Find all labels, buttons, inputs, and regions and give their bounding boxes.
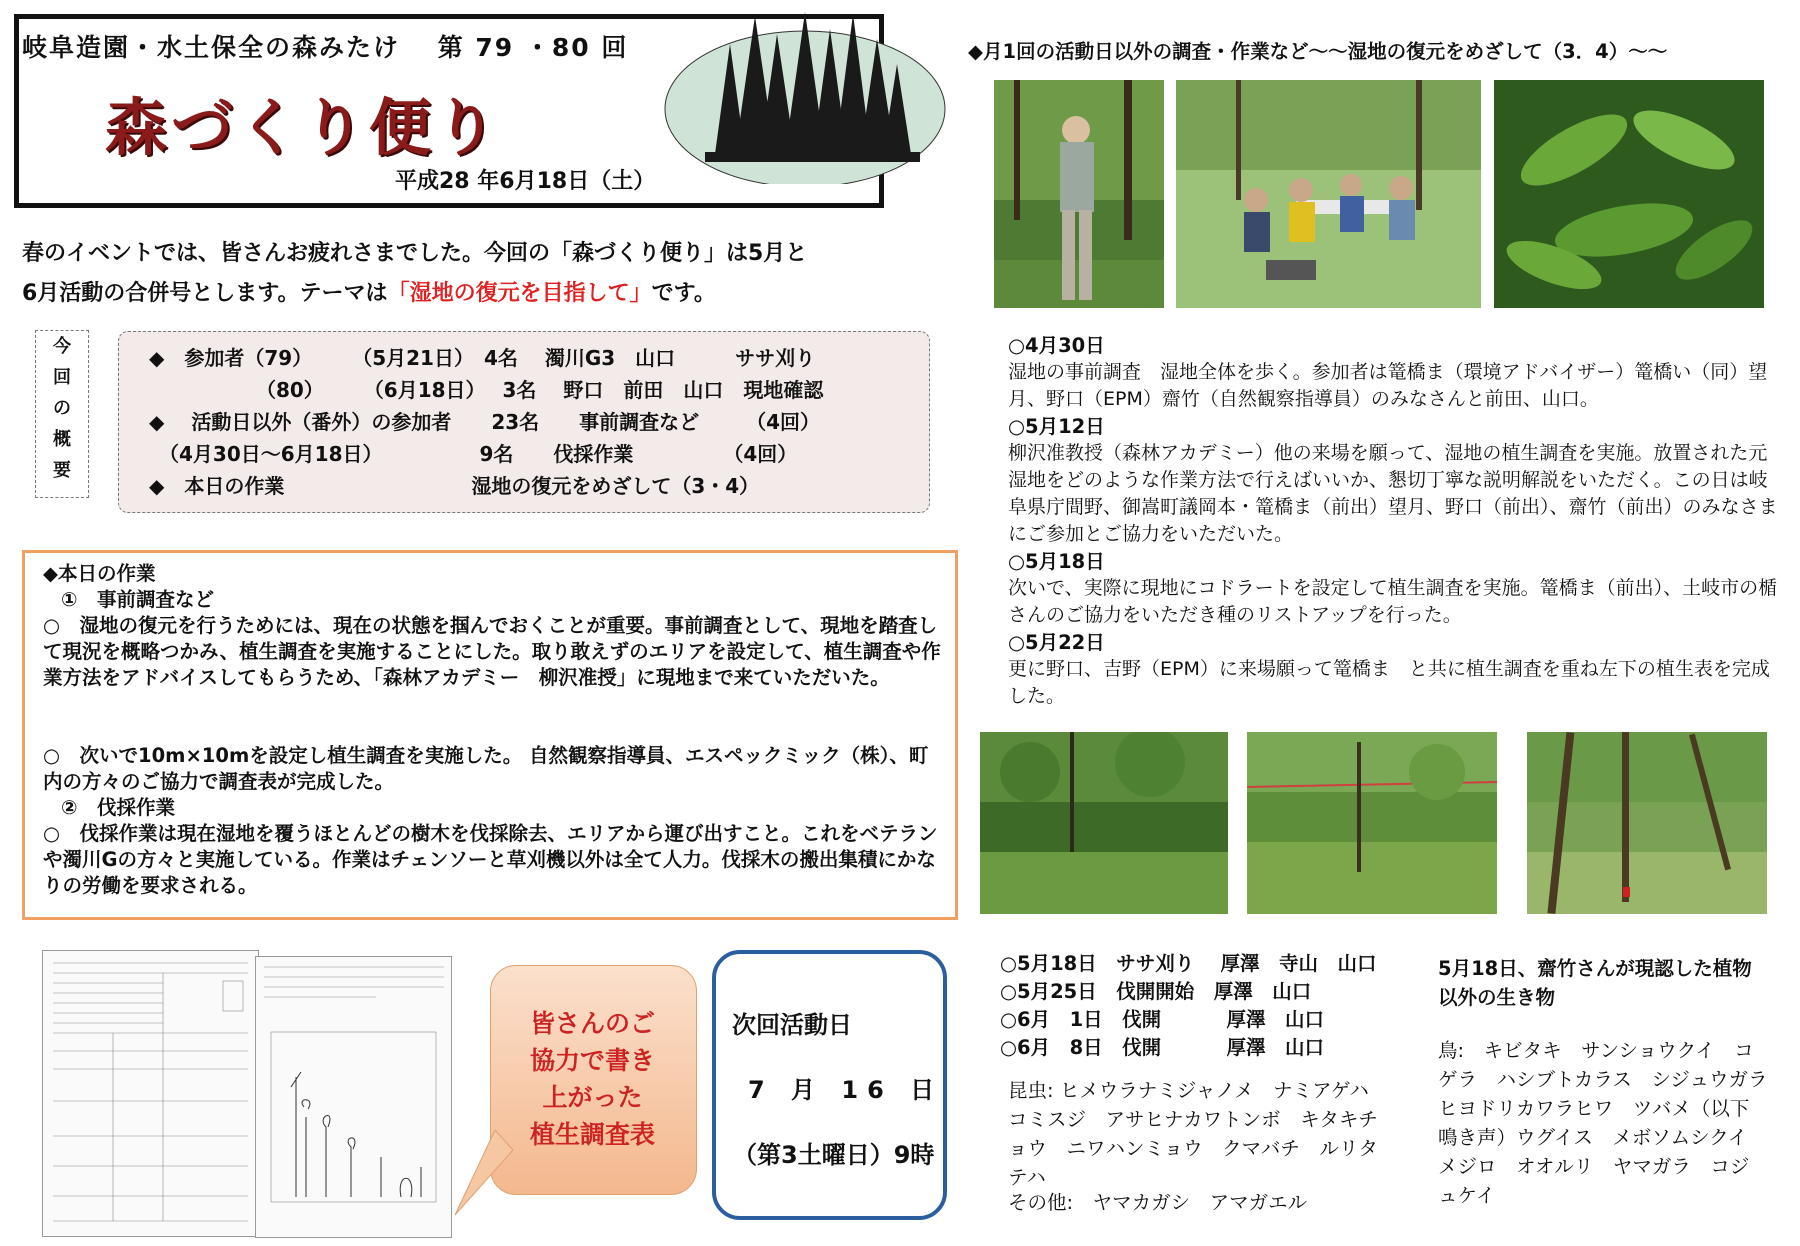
callout-line: 上がった: [542, 1083, 643, 1112]
summary-label-char: の: [53, 398, 71, 419]
work-subheading-survey: ① 事前調査など: [61, 588, 215, 611]
work-paragraph: ○ 次いで10m×10mを設定し植生調査を実施した。 自然観察指導員、エスペックミック（株）、町内の方々のご協力で調査表が完成した。: [43, 744, 929, 793]
summary-row: ◆ 参加者（79） （5月21日） 4名 濁川G3 山口 ササ刈り: [149, 346, 816, 370]
next-activity-day: （第3土曜日）9時: [733, 1141, 935, 1169]
callout-line: 植生調査表: [529, 1120, 655, 1149]
intro-paragraph: [22, 234, 902, 314]
intro-line-1: 春のイベントでは、皆さんお疲れさまでした。今回の「森づくり便り」は5月と: [22, 241, 808, 266]
intro-line-2-end: です。: [651, 281, 716, 306]
summary-label-char: 回: [53, 367, 71, 388]
log-date: ○5月12日: [1008, 415, 1105, 438]
survey-sketch-image: [255, 956, 452, 1238]
schedule-row: ○5月25日 伐開開始 厚澤 山口: [1000, 980, 1312, 1003]
work-heading: ◆本日の作業: [43, 562, 156, 585]
next-activity-date: 7 月 16 日: [748, 1076, 944, 1104]
photo-person-surveying: [994, 80, 1164, 308]
summary-row: ◆ 本日の作業 湿地の復元をめざして（3・4）: [149, 474, 760, 498]
insect-list: 昆虫: ヒメウラナミジャノメ ナミアゲハ コミスジ アサヒナカワトンボ キタキチョウ ニワハンミョウ クマバチ ルリタテハ: [1008, 1079, 1389, 1189]
right-column-heading: ◆月1回の活動日以外の調査・作業など～～湿地の復元をめざして（3．4）～～: [968, 40, 1668, 63]
intro-line-2-start: 6月活動の合併号とします。テーマは: [22, 281, 388, 306]
photo-leaves-closeup: [1494, 80, 1764, 308]
log-date: ○4月30日: [1008, 334, 1105, 357]
species-title: 5月18日、齋竹さんが現認した植物以外の生き物: [1438, 957, 1752, 1009]
work-paragraph: ○ 伐採作業は現在湿地を覆うほとんどの樹木を伐採除去、エリアから運び出すこと。これをベテランや濁川Gの方々と実施している。作業はチェンソーと草刈機以外は全て人力。伐採木の搬出集積にかなりの労働を要求される。: [43, 822, 938, 897]
issue-date: 平成28 年6月18日（土）: [395, 169, 656, 194]
activity-log: [1008, 332, 1778, 710]
forest-illustration: [655, 4, 955, 184]
summary-label: [35, 330, 89, 498]
photo-wetland-2: [1247, 732, 1497, 914]
log-text: 更に野口、吉野（EPM）に来場願って篭橋ま と共に植生調査を重ね左下の植生表を完成した。: [1008, 658, 1770, 707]
callout-line: 皆さんのご: [529, 1009, 655, 1038]
schedule-row: ○6月 1日 伐開 厚澤 山口: [1000, 1008, 1324, 1031]
schedule-row: ○5月18日 ササ刈り 厚澤 寺山 山口: [1000, 952, 1377, 975]
todays-work-box: [22, 550, 958, 920]
log-text: 湿地の事前調査 湿地全体を歩く。参加者は篭橋ま（環境アドバイザー）篭橋い（同）望月、野口（EPM）齋竹（自然観察指導員）のみなさんと前田、山口。: [1008, 361, 1768, 410]
photo-wetland-3: [1527, 732, 1767, 914]
survey-sheet-image: [42, 950, 259, 1237]
log-date: ○5月22日: [1008, 631, 1105, 654]
intro-theme: 「湿地の復元を目指して」: [387, 281, 652, 306]
org-line: 岐阜造園・水土保全の森みたけ 第 79 ・80 回: [22, 33, 629, 62]
photo-group-meeting: [1176, 80, 1481, 308]
summary-row: ◆ 活動日以外（番外）の参加者 23名 事前調査など （4回）: [149, 410, 821, 434]
summary-box: [118, 331, 930, 513]
log-text: 次いで、実際に現地にコドラートを設定して植生調査を実施。篭橋ま（前出）、土岐市の楯さんのご協力をいただき種のリストアップを行った。: [1008, 577, 1778, 626]
work-paragraph: ○ 湿地の復元を行うためには、現在の状態を掴んでおくことが重要。事前調査として、現地を踏査して現況を概略つかみ、植生調査を実施することにした。取り敢えずのエリアを設定して、植生調査や作業方法をアドバイスしてもらうため、「森林アカデミー 柳沢准授」に現地まで来ていただいた。: [43, 614, 941, 689]
summary-label-char: 概: [53, 429, 71, 450]
photo-wetland-1: [980, 732, 1228, 914]
work-subheading-felling: ② 伐採作業: [61, 796, 176, 819]
summary-row: （4月30日～6月18日） 9名 伐採作業 （4回）: [149, 442, 798, 466]
intro-line-2: [22, 274, 902, 314]
other-species-list: その他: ヤマカガシ アマガエル: [1008, 1191, 1308, 1214]
survey-callout-text: [500, 1005, 685, 1153]
schedule-row: ○6月 8日 伐開 厚澤 山口: [1000, 1036, 1324, 1059]
summary-label-char: 要: [53, 460, 71, 481]
bird-list: 鳥: キビタキ サンショウクイ コゲラ ハシブトカラス シジュウガラ ヒヨドリカワラヒワ ツバメ（以下鳴き声）ウグイス メボソムシクイ メジロ オオルリ ヤマガラ コジュケイ: [1438, 1039, 1787, 1207]
log-date: ○5月18日: [1008, 550, 1105, 573]
next-activity-title: 次回活動日: [732, 1011, 852, 1039]
masthead-title: 森づくり便り: [105, 91, 502, 164]
summary-label-char: 今: [53, 336, 71, 357]
callout-line: 協力で書き: [529, 1046, 655, 1075]
log-text: 柳沢准教授（森林アカデミー）他の来場を願って、湿地の植生調査を実施。放置された元湿地をどのような作業方法で行えばいいか、懇切丁寧な説明解説をいただく。この日は岐阜県庁間野、御嵩町議岡本・篭橋ま（前出）望月、野口（前出）、齋竹（前出）のみなさまにご参加とご協力をいただいた。: [1008, 442, 1778, 545]
summary-row: （80） （6月18日） 3名 野口 前田 山口 現地確認: [149, 378, 824, 402]
